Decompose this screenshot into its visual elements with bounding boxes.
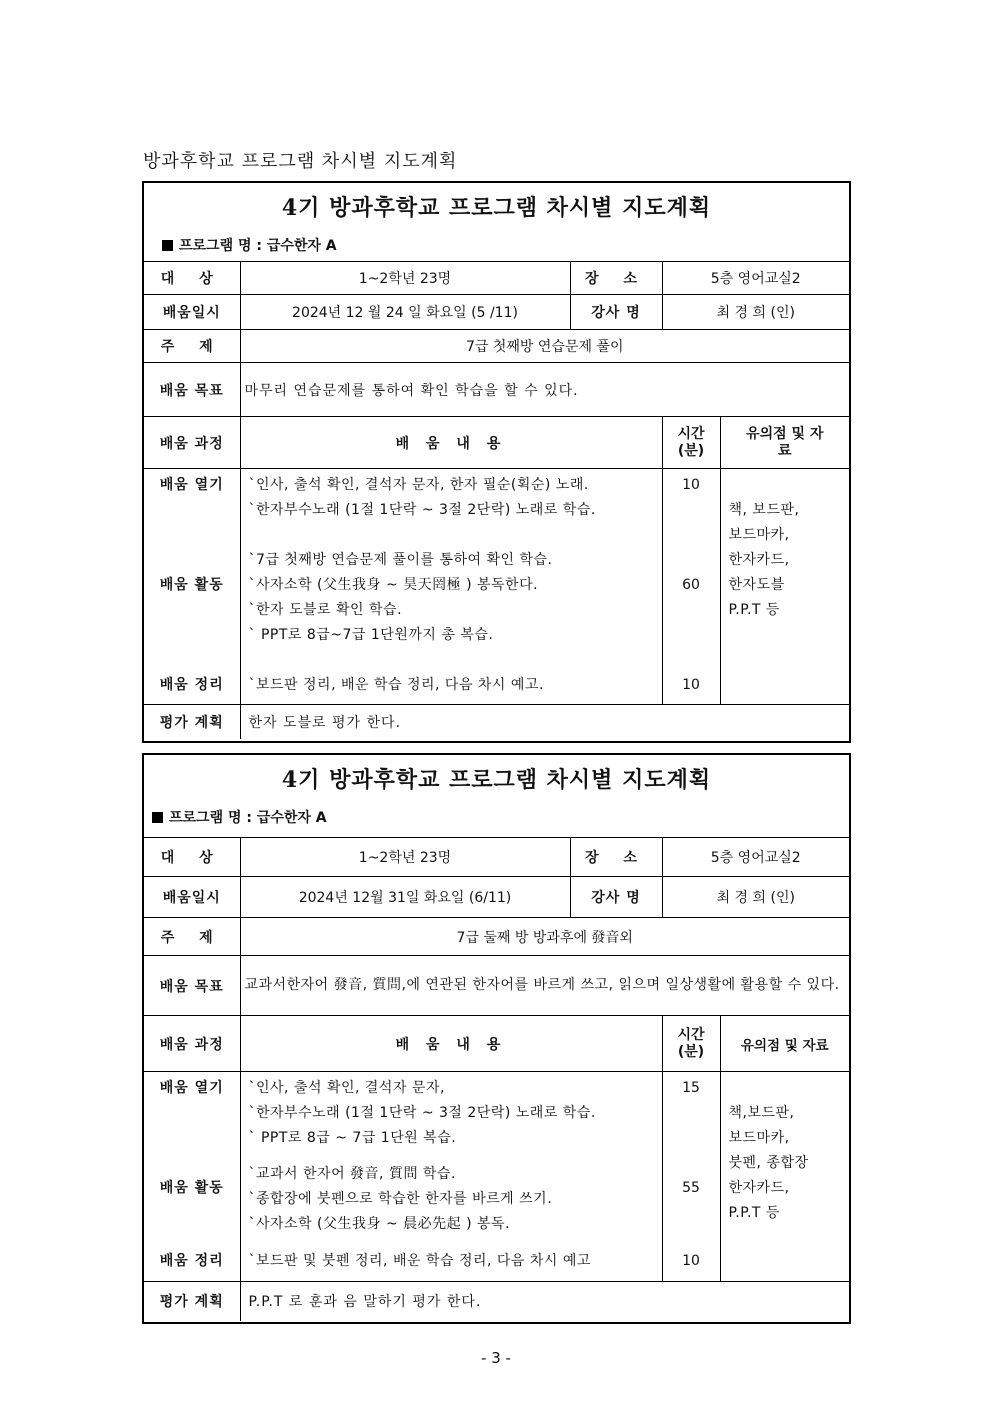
teacher-label: 강사 명 [570,877,662,918]
place-label: 장 소 [570,262,662,295]
material-item: 책,보드판, [728,1105,795,1121]
time-activity: 55 [682,1180,700,1196]
content-column [240,1072,662,1282]
stage-open: 배움 열기 [159,477,224,493]
goal-label: 배움 목표 [144,956,240,1016]
place-value: 5층 영어교실2 [662,838,849,877]
stage-column [144,1072,240,1282]
material-item: P.P.T 등 [728,602,780,618]
stage-column [144,469,240,705]
material-item: 보드마카, [728,527,790,543]
lesson-plan-1 [142,181,851,743]
process-header: 배움 과정 [144,1016,240,1072]
notes-header: 유의점 및 자료 [720,1016,849,1072]
time-header-text: 시간 (분) [677,1026,705,1060]
plan-title: 4기 방과후학교 프로그램 차시별 지도계획 [281,195,712,221]
process-header: 배움 과정 [144,417,240,469]
topic-label: 주 제 [144,330,240,363]
teacher-value: 최 경 희 (인) [662,295,849,330]
plan-title: 4기 방과후학교 프로그램 차시별 지도계획 [281,767,712,793]
square-bullet-icon [152,812,163,823]
time-column [662,1072,720,1282]
stage-activity: 배움 활동 [159,577,224,593]
page-number: - 3 - [481,1349,511,1367]
plan-table [144,837,849,1321]
stage-activity: 배움 활동 [159,1180,224,1196]
content-line: `보드판 정리, 배운 학습 정리, 다음 차시 예고. [248,677,544,693]
date-value: 2024년 12월 31일 화요일 (6/11) [240,877,570,918]
teacher-label: 강사 명 [570,295,662,330]
topic-label: 주 제 [144,918,240,956]
target-value: 1~2학년 23명 [240,838,570,877]
time-open: 10 [682,477,700,493]
stage-open: 배움 열기 [159,1080,224,1096]
target-label: 대 상 [144,838,240,877]
content-line: ` PPT로 8급 ~ 7급 1단원 복습. [248,1130,457,1146]
document-heading: 방과후학교 프로그램 차시별 지도계획 [143,151,458,172]
material-item: 붓펜, 종합장 [728,1155,809,1171]
material-item: P.P.T 등 [728,1205,780,1221]
time-header [662,1016,720,1072]
target-value: 1~2학년 23명 [240,262,570,295]
material-item: 책, 보드판, [728,502,800,518]
topic-value: 7급 둘째 방 방과후에 發音외 [240,918,849,956]
materials-column [720,1072,849,1282]
material-item: 한자카드, [728,552,790,568]
content-header: 배 움 내 용 [240,1016,662,1072]
teacher-value: 최 경 희 (인) [662,877,849,918]
material-item: 한자카드, [728,1180,790,1196]
content-line: `보드판 및 붓펜 정리, 배운 학습 정리, 다음 차시 예고 [248,1253,591,1269]
program-name: 프로그램 명 : 급수한자 A [144,803,849,837]
goal-value: 마무리 연습문제를 통하여 확인 학습을 할 수 있다. [240,363,849,417]
content-line: `한자부수노래 (1절 1단락 ~ 3절 2단락) 노래로 학습. [248,1105,596,1121]
content-line: `7급 첫째방 연습문제 풀이를 통하여 확인 학습. [248,552,553,568]
date-value: 2024년 12 월 24 일 화요일 (5 /11) [240,295,570,330]
stage-close: 배움 정리 [159,677,224,693]
content-line: `사자소학 (父生我身 ~ 昊天罔極 ) 봉독한다. [248,577,539,593]
plan-table [144,261,849,739]
content-line: `한자 도블로 확인 학습. [248,602,403,618]
content-line: `교과서 한자어 發音, 質問 학습. [248,1166,456,1182]
square-bullet-icon [162,240,173,251]
eval-label: 평가 계획 [144,1282,240,1321]
time-header-text: 시간 (분) [677,425,705,459]
materials-column [720,469,849,705]
stage-close: 배움 정리 [159,1253,224,1269]
place-label: 장 소 [570,838,662,877]
lesson-plan-2 [142,753,851,1324]
time-close: 10 [682,677,700,693]
content-line: `한자부수노래 (1절 1단락 ~ 3절 2단락) 노래로 학습. [248,502,596,518]
eval-value: 한자 도블로 평가 한다. [240,705,849,739]
date-label: 배움일시 [144,295,240,330]
content-column [240,469,662,705]
goal-value: 교과서한자어 發音, 質問,에 연관된 한자어를 바르게 쓰고, 읽으며 일상생활에 활용할 수 있다. [240,956,849,1016]
time-header [662,417,720,469]
target-label: 대 상 [144,262,240,295]
notes-header: 유의점 및 자료 [720,417,849,469]
content-line: `사자소학 (父生我身 ~ 晨必先起 ) 봉독. [248,1216,510,1232]
time-open: 15 [682,1080,700,1096]
content-line: `종합장에 붓펜으로 학습한 한자를 바르게 쓰기. [248,1191,553,1207]
eval-label: 평가 계획 [144,705,240,739]
place-value: 5층 영어교실2 [662,262,849,295]
time-close: 10 [682,1253,700,1269]
time-column [662,469,720,705]
content-line: `인사, 출석 확인, 결석자 문자, 한자 필순(획순) 노래. [248,477,589,493]
time-activity: 60 [682,577,700,593]
date-label: 배움일시 [144,877,240,918]
content-line: ` PPT로 8급~7급 1단원까지 총 복습. [248,627,494,643]
content-header: 배 움 내 용 [240,417,662,469]
topic-value: 7급 첫째방 연습문제 풀이 [240,330,849,363]
eval-value: P.P.T 로 훈과 음 말하기 평가 한다. [240,1282,849,1321]
program-name: 프로그램 명 : 급수한자 A [144,231,849,261]
goal-label: 배움 목표 [144,363,240,417]
material-item: 한자도블 [728,577,785,593]
material-item: 보드마카, [728,1130,790,1146]
content-line: `인사, 출석 확인, 결석자 문자, [248,1080,445,1096]
